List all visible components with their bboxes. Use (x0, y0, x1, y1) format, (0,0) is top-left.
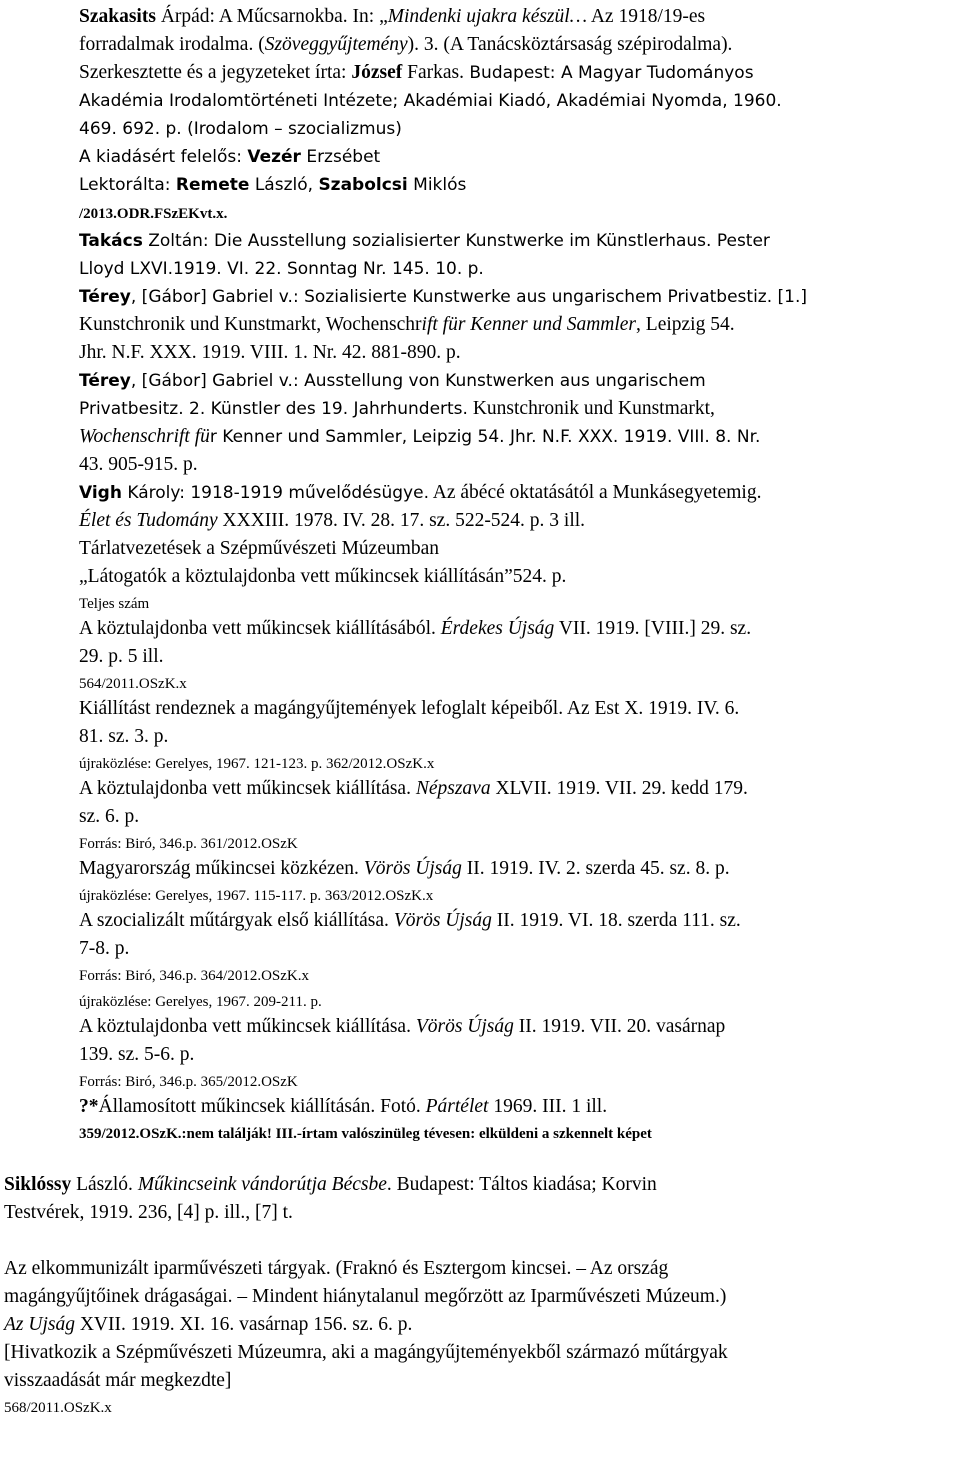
text-run: Kunstchronik und Kunstmarkt, (467, 398, 715, 419)
text-line-1 (79, 4, 705, 30)
text-run: újraközlése: Gerelyes, 1967. 115-117. p. 363/2012.OSzK.x (79, 888, 434, 904)
text-line-35 (79, 936, 129, 962)
text-run: II. 1919. VI. 18. szerda 111. sz. (491, 910, 741, 931)
text-run: Szöveggyűjtemény (264, 34, 408, 55)
text-run: László, (249, 175, 319, 195)
text-run: Térey (79, 287, 131, 307)
text-run: VII. 1919. [VIII.] 29. sz. (554, 618, 752, 639)
text-line-25 (79, 674, 187, 694)
text-run: 469. 692. p. (Irodalom – szocializmus) (79, 119, 402, 139)
text-run: A köztulajdonba vett műkincsek kiállítása. (79, 1016, 416, 1037)
text-run: József (351, 62, 403, 83)
text-run: 7-8. p. (79, 938, 130, 959)
text-line-38 (79, 1014, 725, 1040)
text-run: Remete (175, 175, 250, 195)
text-run: Az Ujság (4, 1314, 75, 1335)
text-line-18 (79, 480, 761, 506)
text-run: 43. 905-915. p. (79, 454, 198, 475)
text-run: Szabolcsi (318, 175, 408, 195)
text-line-20 (79, 536, 439, 562)
text-run: Lektorálta: (79, 175, 176, 195)
text-line-13 (79, 340, 461, 366)
text-run: Testvérek, 1919. 236, [4] p. ill., [7] t. (4, 1202, 293, 1223)
text-line-14 (79, 368, 706, 394)
text-run: 359/2012.OSzK.:nem találják! III.-írtam valószinüleg tévesen: elküldeni a szkennelt képet (79, 1126, 652, 1142)
text-run: , Leipzig 54. (636, 314, 735, 335)
text-line-49 (4, 1368, 231, 1394)
text-run: 564/2011.OSzK.x (79, 676, 187, 692)
text-run: A köztulajdonba vett műkincsek kiállítása. (79, 778, 416, 799)
text-run: Forrás: Biró, 346.p. 364/2012.OSzK.x (79, 968, 309, 984)
text-run: Teljes szám (79, 596, 150, 612)
text-run: 29. p. 5 ill. (79, 646, 164, 667)
text-run: Forrás: Biró, 346.p. 361/2012.OSzK (79, 836, 298, 852)
text-run: „Látogatók a köztulajdonba vett műkincsek kiállításán”524. p. (79, 566, 567, 587)
text-line-12 (79, 312, 735, 338)
text-line-24 (79, 644, 164, 670)
text-run: Vörös Újság (363, 858, 462, 879)
text-run: Magyarország műkincsei közkézen. (79, 858, 364, 879)
text-run: Zoltán: Die Ausstellung sozialisierter Kunstwerke im Künstlerhaus. Pester (142, 231, 770, 251)
text-run: Privatbesitz. 2. Künstler des 19. Jahrhunderts. (79, 399, 468, 419)
text-line-48 (4, 1340, 728, 1366)
text-run: Vörös Újság (393, 910, 492, 931)
text-line-41 (79, 1094, 607, 1120)
text-run: Kunstchronik und Kunstmarkt, Wochenschr (79, 314, 422, 335)
text-line-34 (79, 908, 741, 934)
text-run: Jhr. N.F. XXX. 1919. VIII. 1. Nr. 42. 881-890. p. (79, 342, 461, 363)
text-line-9 (79, 228, 770, 254)
text-line-29 (79, 776, 748, 802)
text-run: Vezér (247, 147, 301, 167)
text-run: , [Gábor] Gabriel v.: Sozialisierte Kunstwerke aus ungarischem Privatbestiz. [1.] (130, 287, 808, 307)
text-run: Siklóssy (4, 1174, 72, 1195)
text-line-43 (4, 1172, 657, 1198)
text-run: /2013.ODR.FSzEKvt.x. (79, 206, 228, 222)
text-line-21 (79, 564, 566, 590)
text-line-17 (79, 452, 198, 478)
text-run: magángyűjtőinek drágaságai. – Mindent hiánytalanul megőrzött az Iparművészeti Múzeum.) (4, 1286, 727, 1307)
text-run: Kiállítást rendeznek a magángyűjtemények lefoglalt képeiből. Az Est X. 1919. IV. 6. (79, 698, 740, 719)
text-run: sz. 6. p. (79, 806, 140, 827)
text-run: Szakasits (79, 6, 156, 27)
text-line-47 (4, 1312, 412, 1338)
text-run: 568/2011.OSzK.x (4, 1400, 112, 1416)
text-line-11 (79, 284, 807, 310)
text-run: , [Gábor] Gabriel v.: Ausstellung von Kunstwerken aus ungarischem (130, 371, 706, 391)
text-run: 1969. III. 1 ill. (488, 1096, 608, 1117)
text-run: Szerkesztette és a jegyzeteket írta: (79, 62, 352, 83)
text-line-50 (4, 1398, 112, 1418)
text-line-10 (79, 256, 484, 282)
text-run: Forrás: Biró, 346.p. 365/2012.OSzK (79, 1074, 298, 1090)
text-run: Takács (79, 231, 143, 251)
text-run: ift für Kenner und Sammler (421, 314, 637, 335)
text-line-39 (79, 1042, 194, 1068)
text-run: Mindenki ujakra készül… (387, 6, 588, 27)
text-run: Vörös Újság (415, 1016, 514, 1037)
text-line-42 (79, 1124, 652, 1144)
text-run: Lloyd LXVI.1919. VI. 22. Sonntag Nr. 145. 10. p. (79, 259, 484, 279)
text-line-19 (79, 508, 585, 534)
text-run: A kiadásért felelős: (79, 147, 248, 167)
text-run: újraközlése: Gerelyes, 1967. 121-123. p. 362/2012.OSzK.x (79, 756, 435, 772)
text-run: Wochenschrift fü (79, 426, 210, 447)
text-run: Erzsébet (300, 147, 381, 167)
text-run: Műkincseink vándorútja Bécsbe (137, 1174, 387, 1195)
text-line-7 (79, 172, 466, 198)
text-line-44 (4, 1200, 293, 1226)
text-run: Államosított műkincsek kiállításán. Fotó. (98, 1096, 426, 1117)
text-run: XXXIII. 1978. IV. 28. 17. sz. 522-524. p. 3 ill. (217, 510, 586, 531)
text-run: Budapest: A Magyar Tudományos (463, 63, 754, 83)
text-run: Tárlatvezetések a Szépművészeti Múzeumban (79, 538, 440, 559)
text-run: Népszava (415, 778, 491, 799)
text-run: Károly: 1918-1919 művelődésügye. (121, 483, 429, 503)
text-run: ). 3. (A Tanácsköztársaság szépirodalma). (407, 34, 733, 55)
text-run: XVII. 1919. XI. 16. vasárnap 156. sz. 6. p. (74, 1314, 413, 1335)
text-line-15 (79, 396, 715, 422)
text-line-32 (79, 856, 730, 882)
text-run: 81. sz. 3. p. (79, 726, 169, 747)
text-line-45 (4, 1256, 668, 1282)
text-line-8 (79, 204, 227, 224)
text-run: visszaadását már megkezdte] (4, 1370, 232, 1391)
text-line-33 (79, 886, 433, 906)
text-line-2 (79, 32, 732, 58)
text-line-46 (4, 1284, 726, 1310)
text-run: r Kenner und Sammler, Leipzig 54. Jhr. N.F. XXX. 1919. VIII. 8. Nr. (209, 427, 761, 447)
text-run: Élet és Tudomány (79, 510, 218, 531)
text-line-16 (79, 424, 760, 450)
text-run: Árpád: A Műcsarnokba. In: „ (155, 6, 388, 27)
text-line-3 (79, 60, 754, 86)
text-line-30 (79, 804, 139, 830)
text-run: Farkas. (402, 62, 464, 83)
text-run: 139. sz. 5-6. p. (79, 1044, 195, 1065)
text-run: A köztulajdonba vett műkincsek kiállításából. (79, 618, 441, 639)
text-run: II. 1919. VII. 20. vasárnap (513, 1016, 726, 1037)
text-line-22 (79, 594, 149, 614)
text-run: ?* (79, 1096, 99, 1117)
text-line-5 (79, 116, 402, 142)
text-run: Az 1918/19-es (587, 6, 706, 27)
text-run: Akadémia Irodalomtörténeti Intézete; Akadémiai Kiadó, Akadémiai Nyomda, 1960. (79, 91, 782, 111)
text-run: II. 1919. IV. 2. szerda 45. sz. 8. p. (461, 858, 730, 879)
text-line-26 (79, 696, 739, 722)
text-line-36 (79, 966, 309, 986)
text-line-6 (79, 144, 380, 170)
text-run: Az elkommunizált iparművészeti tárgyak. (Fraknó és Esztergom kincsei. – Az ország (4, 1258, 669, 1279)
text-run: . Budapest: Táltos kiadása; Korvin (386, 1174, 657, 1195)
text-line-40 (79, 1072, 298, 1092)
text-line-27 (79, 724, 168, 750)
text-run: Pártélet (425, 1096, 489, 1117)
text-line-37 (79, 992, 322, 1012)
text-run: Térey (79, 371, 131, 391)
text-run: László. (71, 1174, 138, 1195)
text-line-4 (79, 88, 782, 114)
text-run: XLVII. 1919. VII. 29. kedd 179. (490, 778, 748, 799)
text-run: [Hivatkozik a Szépművészeti Múzeumra, aki a magángyűjteményekből származó műtárgyak (4, 1342, 728, 1363)
text-run: Érdekes Újság (440, 618, 555, 639)
text-line-23 (79, 616, 751, 642)
text-line-28 (79, 754, 434, 774)
text-run: A szocializált műtárgyak első kiállítása. (79, 910, 394, 931)
text-line-31 (79, 834, 298, 854)
text-run: Vigh (79, 483, 122, 503)
text-run: forradalmak irodalma. ( (79, 34, 265, 55)
text-run: Az ábécé oktatásától a Munkásegyetemig. (428, 482, 762, 503)
text-run: Miklós (407, 175, 467, 195)
text-run: újraközlése: Gerelyes, 1967. 209-211. p. (79, 994, 322, 1010)
